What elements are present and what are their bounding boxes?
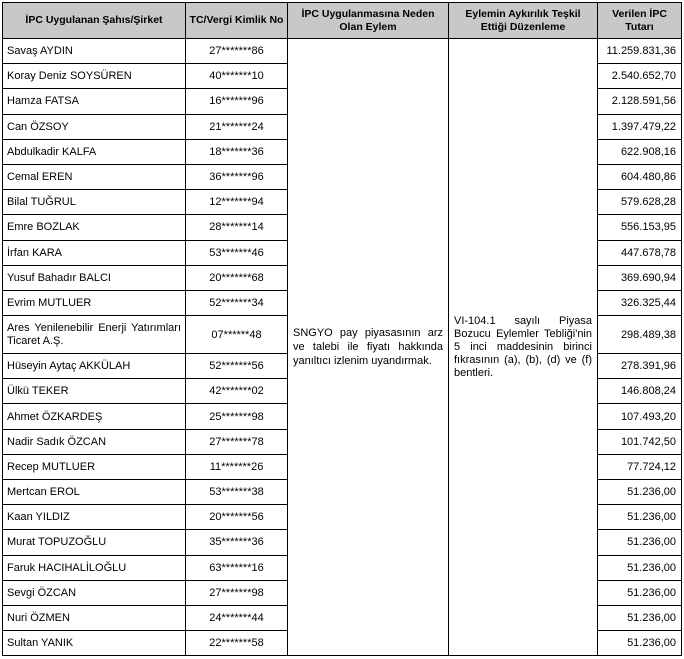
person-name-cell: Kaan YILDIZ [3,505,186,530]
person-name-cell: Hüseyin Aytaç AKKÜLAH [3,354,186,379]
penalty-amount-cell: 51.236,00 [598,631,682,656]
tax-id-cell: 12*******94 [186,190,288,215]
person-name-cell: Nuri ÖZMEN [3,605,186,630]
tax-id-cell: 52*******34 [186,290,288,315]
person-name-cell: Nadir Sadık ÖZCAN [3,429,186,454]
person-name-cell: Abdulkadir KALFA [3,139,186,164]
tax-id-cell: 53*******46 [186,240,288,265]
penalty-amount-cell: 51.236,00 [598,505,682,530]
tax-id-cell: 20*******68 [186,265,288,290]
tax-id-cell: 22*******58 [186,631,288,656]
tax-id-cell: 16*******96 [186,89,288,114]
penalty-amount-cell: 77.724,12 [598,454,682,479]
penalty-amount-cell: 1.397.479,22 [598,114,682,139]
penalty-amount-cell: 556.153,95 [598,215,682,240]
header-row [3,3,682,39]
reason-cell: SNGYO pay piyasasının arz ve talebi ile fiyatı hakkında yanıltıcı izlenim uyandırmak. [288,39,449,656]
tax-id-cell: 42*******02 [186,379,288,404]
person-name-cell: Bilal TUĞRUL [3,190,186,215]
tax-id-cell: 53*******38 [186,480,288,505]
penalty-amount-cell: 51.236,00 [598,480,682,505]
tax-id-cell: 52*******56 [186,354,288,379]
table-row [3,39,682,64]
tax-id-cell: 28*******14 [186,215,288,240]
violation-cell: VI-104.1 sayılı Piyasa Bozucu Eylemler Tebliği'nin 5 inci maddesinin birinci fıkrasının (a), (b), (d) ve (f) bentleri. [449,39,598,656]
penalty-amount-cell: 51.236,00 [598,580,682,605]
penalty-amount-cell: 579.628,28 [598,190,682,215]
person-name-cell: Recep MUTLUER [3,454,186,479]
penalty-amount-cell: 278.391,96 [598,354,682,379]
person-name-cell: Sevgi ÖZCAN [3,580,186,605]
penalty-amount-cell: 298.489,38 [598,316,682,354]
header-violation: Eylemin Aykırılık Teşkil Ettiği Düzenleme [449,3,598,39]
penalty-amount-cell: 146.808,24 [598,379,682,404]
penalty-amount-cell: 51.236,00 [598,605,682,630]
tax-id-cell: 24*******44 [186,605,288,630]
penalty-amount-cell: 101.742,50 [598,429,682,454]
penalty-amount-cell: 107.493,20 [598,404,682,429]
tax-id-cell: 35*******36 [186,530,288,555]
penalty-amount-cell: 447.678,78 [598,240,682,265]
person-name-cell: Ülkü TEKER [3,379,186,404]
person-name-cell: Hamza FATSA [3,89,186,114]
penalty-amount-cell: 51.236,00 [598,555,682,580]
header-amount: Verilen İPC Tutarı [598,3,682,39]
penalty-amount-cell: 2.128.591,56 [598,89,682,114]
tax-id-cell: 07******48 [186,316,288,354]
penalty-amount-cell: 2.540.652,70 [598,64,682,89]
person-name-cell: Mertcan EROL [3,480,186,505]
penalty-amount-cell: 622.908,16 [598,139,682,164]
person-name-cell: İrfan KARA [3,240,186,265]
tax-id-cell: 27*******86 [186,39,288,64]
person-name-cell: Murat TOPUZOĞLU [3,530,186,555]
person-name-cell: Yusuf Bahadır BALCI [3,265,186,290]
penalty-amount-cell: 369.690,94 [598,265,682,290]
header-id: TC/Vergi Kimlik No [186,3,288,39]
tax-id-cell: 27*******78 [186,429,288,454]
penalty-amount-cell: 11.259.831,36 [598,39,682,64]
tax-id-cell: 21*******24 [186,114,288,139]
tax-id-cell: 63*******16 [186,555,288,580]
tax-id-cell: 18*******36 [186,139,288,164]
person-name-cell: Faruk HACIHALİLOĞLU [3,555,186,580]
header-reason: İPC Uygulanmasına Neden Olan Eylem [288,3,449,39]
person-name-cell: Ares Yenilenebilir Enerji Yatırımları Ticaret A.Ş. [3,316,186,354]
person-name-cell: Koray Deniz SOYSÜREN [3,64,186,89]
penalty-amount-cell: 51.236,00 [598,530,682,555]
penalty-amount-cell: 326.325,44 [598,290,682,315]
person-name-cell: Ahmet ÖZKARDEŞ [3,404,186,429]
person-name-cell: Sultan YANIK [3,631,186,656]
tax-id-cell: 25*******98 [186,404,288,429]
tax-id-cell: 27*******98 [186,580,288,605]
ipc-penalty-table [2,2,682,656]
person-name-cell: Cemal EREN [3,164,186,189]
penalty-amount-cell: 604.480,86 [598,164,682,189]
person-name-cell: Savaş AYDIN [3,39,186,64]
person-name-cell: Can ÖZSOY [3,114,186,139]
tax-id-cell: 11*******26 [186,454,288,479]
tax-id-cell: 36*******96 [186,164,288,189]
person-name-cell: Evrim MUTLUER [3,290,186,315]
person-name-cell: Emre BOZLAK [3,215,186,240]
tax-id-cell: 40*******10 [186,64,288,89]
header-name: İPC Uygulanan Şahıs/Şirket [3,3,186,39]
tax-id-cell: 20*******56 [186,505,288,530]
